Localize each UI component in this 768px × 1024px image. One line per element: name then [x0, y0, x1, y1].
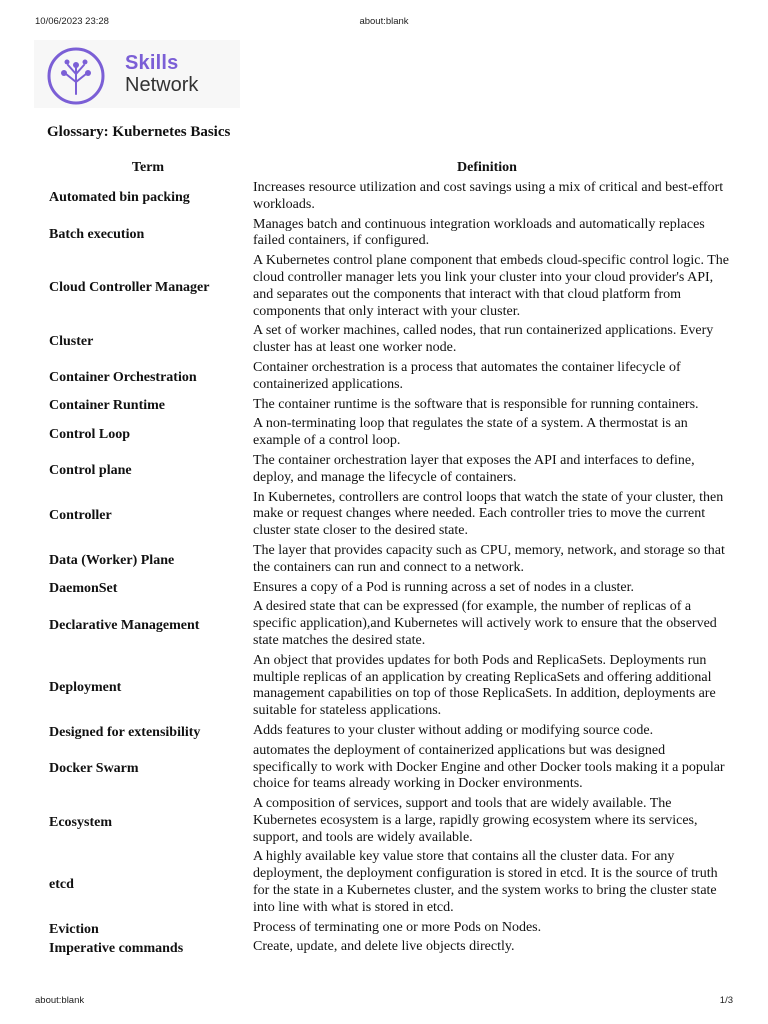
glossary-term: Control plane [49, 463, 132, 479]
table-row [40, 180, 740, 217]
glossary-term: Cluster [49, 333, 94, 349]
table-row [40, 323, 740, 360]
logo-word-skills: Skills [125, 52, 179, 74]
glossary-term: Imperative commands [49, 941, 184, 957]
glossary-definition: Process of terminating one or more Pods on Nodes. [253, 919, 542, 935]
table-row [40, 416, 740, 453]
glossary-definition: Ensures a copy of a Pod is running across a set of nodes in a cluster. [253, 579, 635, 595]
table-row [40, 723, 740, 743]
table-row [40, 920, 740, 940]
table-row [40, 939, 740, 959]
table-row [40, 360, 740, 397]
glossary-term: Automated bin packing [49, 190, 190, 206]
glossary-term: Container Orchestration [49, 370, 197, 386]
print-footer-url: about:blank [35, 995, 85, 1006]
table-row [40, 796, 740, 849]
glossary-term: Designed for extensibility [49, 724, 201, 740]
glossary-term: Deployment [49, 679, 122, 695]
glossary-definition: Increases resource utilization and cost savings using a mix of critical and best-effort workloads. [253, 180, 724, 212]
table-row [40, 253, 740, 323]
glossary-definition: A highly available key value store that contains all the cluster data. For any deployment, the deployment configuration is stored in etcd. It is the source of truth for the state in a Kubernetes cluster, and the system works to bring the cluster state into line with what is stored in etcd. [253, 849, 718, 915]
table-row [40, 543, 740, 580]
page-number: 1/3 [719, 995, 733, 1006]
table-row [40, 599, 740, 652]
table-row [40, 397, 740, 417]
glossary-definition: Adds features to your cluster without adding or modifying source code. [253, 722, 654, 738]
glossary-definition: Create, update, and delete live objects directly. [253, 939, 515, 955]
table-header-row [40, 158, 740, 180]
table-row [40, 580, 740, 600]
glossary-term: Ecosystem [49, 814, 112, 830]
glossary-definition: The container orchestration layer that exposes the API and interfaces to define, deploy, and manage the lifecycle of containers. [253, 452, 695, 485]
glossary-term: etcd [49, 876, 74, 892]
glossary-definition: A desired state that can be expressed (for example, the number of replicas of a specific application),and Kubernetes will actively work to ensure that the observed state matches the desired state. [253, 599, 717, 648]
glossary-term: Declarative Management [49, 618, 200, 634]
glossary-definition: A composition of services, support and tools that are widely available. The Kubernetes ecosystem is a large, rapidly growing ecosystem where its services, support, and tools are widely available. [253, 796, 698, 845]
glossary-rows [40, 180, 740, 959]
glossary-term: Cloud Controller Manager [49, 280, 210, 296]
term-column-header: Term [131, 160, 165, 175]
glossary-term: Docker Swarm [49, 761, 139, 777]
tree-icon [46, 46, 106, 106]
print-datetime: 10/06/2023 23:28 [35, 16, 109, 27]
glossary-term: DaemonSet [49, 581, 118, 597]
table-row [40, 453, 740, 490]
glossary-term: Control Loop [49, 426, 131, 442]
table-row [40, 490, 740, 543]
glossary-term: Container Runtime [49, 398, 166, 414]
table-row [40, 653, 740, 723]
glossary-term: Batch execution [49, 226, 145, 242]
glossary-definition: In Kubernetes, controllers are control loops that watch the state of your cluster, then make or request changes where needed. Each controller tries to move the current cluster state closer to the desired state. [253, 489, 724, 539]
print-header [0, 16, 768, 32]
logo-word-network: Network [125, 74, 199, 96]
glossary-definition: The container runtime is the software that is responsible for running containers. [253, 396, 699, 412]
glossary-term: Eviction [49, 921, 99, 937]
skills-network-logo [34, 40, 240, 108]
glossary-term: Controller [49, 508, 112, 524]
glossary-definition: Manages batch and continuous integration workloads and automatically replaces failed containers, if configured. [253, 216, 705, 249]
print-footer [0, 995, 768, 1009]
glossary-definition: automates the deployment of containerized applications but was designed specifically to work with Docker Engine and other Docker tools making it a popular choice for teams already working in Docker environments. [253, 742, 725, 792]
print-header-url: about:blank [359, 16, 409, 27]
glossary-definition: The layer that provides capacity such as CPU, memory, network, and storage so that the containers can run and connect to a network. [253, 542, 725, 575]
page-title: Glossary: Kubernetes Basics [47, 124, 231, 140]
glossary-definition: A Kubernetes control plane component that embeds cloud-specific control logic. The cloud controller manager lets you link your cluster into your cloud provider's API, and separates out the components that interact with that cloud platform from components that only interact with your cluster. [253, 253, 729, 319]
table-row [40, 217, 740, 254]
definition-column-header: Definition [457, 160, 517, 175]
glossary-term: Data (Worker) Plane [49, 553, 175, 569]
glossary-definition: A set of worker machines, called nodes, that run containerized applications. Every cluster has at least one worker node. [253, 323, 714, 356]
table-row [40, 849, 740, 919]
glossary-definition: A non-terminating loop that regulates the state of a system. A thermostat is an example of a control loop. [253, 416, 688, 449]
glossary-table [40, 158, 740, 959]
glossary-definition: Container orchestration is a process that automates the container lifecycle of containerized applications. [253, 359, 681, 392]
table-row [40, 743, 740, 796]
glossary-definition: An object that provides updates for both Pods and ReplicaSets. Deployments run multiple replicas of an application by creating ReplicaSets and offering additional management capabilities on top of those ReplicaSets. In addition, deployments are suitable for stateless applications. [253, 652, 716, 719]
